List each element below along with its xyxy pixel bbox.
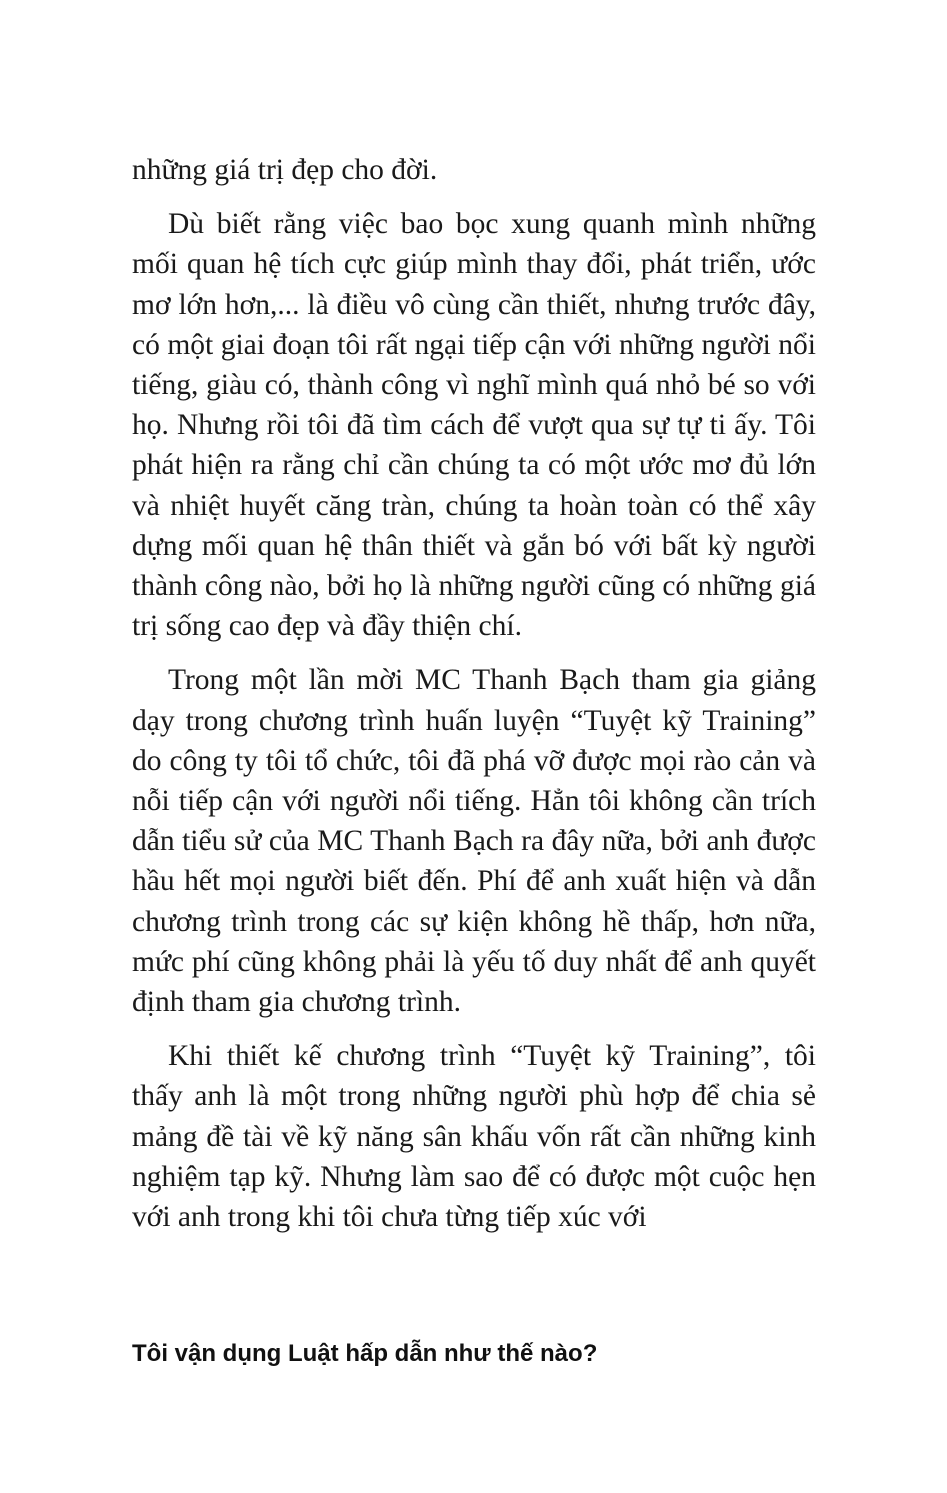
paragraph: Dù biết rằng việc bao bọc xung quanh mình những mối quan hệ tích cực giúp mình thay đổi, phát triển, ước mơ lớn hơn,... là điều vô cùng cần thiết, nhưng trước đây, có một giai đoạn tôi rất ngại tiếp cận với những người nổi tiếng, giàu có, thành công vì nghĩ mình quá nhỏ bé so với họ. Nhưng rồi tôi đã tìm cách để vượt qua sự tự ti ấy. Tôi phát hiện ra rằng chỉ cần chúng ta có một ước mơ đủ lớn và nhiệt huyết căng tràn, chúng ta hoàn toàn có thể xây dựng mối quan hệ thân thiết và gắn bó với bất kỳ người thành công nào, bởi họ là những người cũng có những giá trị sống cao đẹp và đầy thiện chí. [132, 208, 816, 643]
body-text [132, 150, 816, 1251]
paragraph-continuation: những giá trị đẹp cho đời. [132, 154, 438, 186]
running-footer-title: Tôi vận dụng Luật hấp dẫn như thế nào? [132, 1340, 598, 1367]
paragraph: Trong một lần mời MC Thanh Bạch tham gia giảng dạy trong chương trình huấn luyện “Tuyệt kỹ Training” do công ty tôi tổ chức, tôi đã phá vỡ được mọi rào cản và nỗi tiếp cận với người nổi tiếng. Hẳn tôi không cần trích dẫn tiểu sử của MC Thanh Bạch ra đây nữa, bởi anh được hầu hết mọi người biết đến. Phí để anh xuất hiện và dẫn chương trình trong các sự kiện không hề thấp, hơn nữa, mức phí cũng không phải là yếu tố duy nhất để anh quyết định tham gia chương trình. [132, 664, 816, 1019]
paragraph: Khi thiết kế chương trình “Tuyệt kỹ Training”, tôi thấy anh là một trong những người phù hợp để chia sẻ mảng đề tài về kỹ năng sân khấu vốn rất cần những kinh nghiệm tạp kỹ. Nhưng làm sao để có được một cuộc hẹn với anh trong khi tôi chưa từng tiếp xúc với [132, 1040, 816, 1234]
